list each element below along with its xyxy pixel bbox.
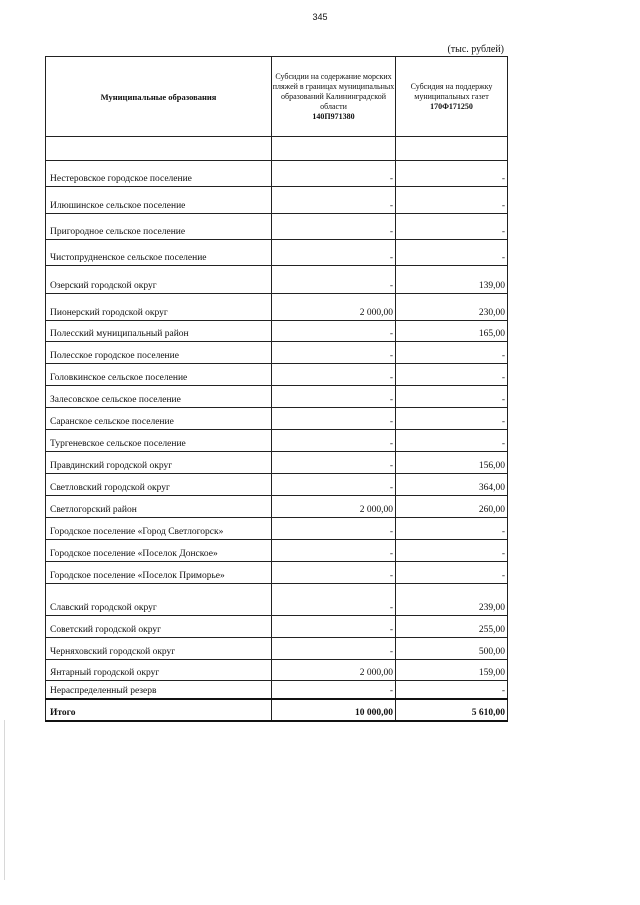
row-beach-value: 2 000,00 bbox=[272, 496, 396, 518]
table-row bbox=[46, 214, 508, 240]
row-newspaper-value: 255,00 bbox=[396, 616, 508, 638]
header-newspaper-subsidy-text: Субсидия на поддержку муниципальных газет bbox=[410, 81, 493, 101]
table-row bbox=[46, 321, 508, 342]
table-row bbox=[46, 584, 508, 616]
row-beach-value: - bbox=[272, 214, 396, 240]
row-beach-value: - bbox=[272, 681, 396, 699]
row-newspaper-value: - bbox=[396, 540, 508, 562]
row-beach-value: - bbox=[272, 342, 396, 364]
row-newspaper-value: - bbox=[396, 408, 508, 430]
row-name: Чистопрудненское сельское поселение bbox=[46, 240, 272, 266]
row-newspaper-value: - bbox=[396, 161, 508, 187]
table-row bbox=[46, 452, 508, 474]
row-newspaper-value: 159,00 bbox=[396, 660, 508, 681]
row-newspaper-value: - bbox=[396, 240, 508, 266]
total-beach-value: 10 000,00 bbox=[272, 699, 396, 721]
table-row bbox=[46, 294, 508, 321]
row-newspaper-value: - bbox=[396, 214, 508, 240]
row-newspaper-value: - bbox=[396, 364, 508, 386]
row-newspaper-value: - bbox=[396, 518, 508, 540]
header-municipalities: Муниципальные образования bbox=[46, 57, 272, 137]
table-body bbox=[46, 137, 508, 721]
units-label: (тыс. рублей) bbox=[447, 44, 504, 55]
row-newspaper-value: - bbox=[396, 562, 508, 584]
row-beach-value: - bbox=[272, 584, 396, 616]
row-beach-value: - bbox=[272, 540, 396, 562]
table-row bbox=[46, 386, 508, 408]
row-name: Светловский городской округ bbox=[46, 474, 272, 496]
table-row bbox=[46, 496, 508, 518]
row-beach-value: - bbox=[272, 474, 396, 496]
row-name: Пригородное сельское поселение bbox=[46, 214, 272, 240]
row-name: Саранское сельское поселение bbox=[46, 408, 272, 430]
row-beach-value: - bbox=[272, 266, 396, 294]
row-newspaper-value: 500,00 bbox=[396, 638, 508, 660]
table-row bbox=[46, 616, 508, 638]
header-newspaper-subsidy-code: 170Ф171250 bbox=[430, 101, 473, 111]
table-row bbox=[46, 430, 508, 452]
row-name: Городское поселение «Поселок Донское» bbox=[46, 540, 272, 562]
row-newspaper-value: 239,00 bbox=[396, 584, 508, 616]
row-beach-value: - bbox=[272, 240, 396, 266]
row-beach-value: - bbox=[272, 616, 396, 638]
table-row bbox=[46, 660, 508, 681]
row-name: Озерский городской округ bbox=[46, 266, 272, 294]
row-beach-value: 2 000,00 bbox=[272, 294, 396, 321]
table-row bbox=[46, 187, 508, 214]
spacer-row bbox=[46, 137, 508, 161]
row-name: Советский городской округ bbox=[46, 616, 272, 638]
row-beach-value: - bbox=[272, 518, 396, 540]
total-row bbox=[46, 699, 508, 721]
row-name: Полесское городское поселение bbox=[46, 342, 272, 364]
header-beach-subsidy-text: Субсидии на содержание морских пляжей в границах муниципальных образований Калининградской области bbox=[272, 71, 395, 111]
table-header-row bbox=[46, 57, 508, 137]
row-name: Черняховский городской округ bbox=[46, 638, 272, 660]
row-newspaper-value: 139,00 bbox=[396, 266, 508, 294]
row-name: Илюшинское сельское поселение bbox=[46, 187, 272, 214]
row-newspaper-value: 364,00 bbox=[396, 474, 508, 496]
total-newspaper-value: 5 610,00 bbox=[396, 699, 508, 721]
page-number: 345 bbox=[312, 12, 328, 22]
row-newspaper-value: 260,00 bbox=[396, 496, 508, 518]
row-beach-value: - bbox=[272, 187, 396, 214]
table-row bbox=[46, 342, 508, 364]
row-name: Залесовское сельское поселение bbox=[46, 386, 272, 408]
row-name: Нераспределенный резерв bbox=[46, 681, 272, 699]
row-name: Головкинское сельское поселение bbox=[46, 364, 272, 386]
row-newspaper-value: - bbox=[396, 386, 508, 408]
row-beach-value: 2 000,00 bbox=[272, 660, 396, 681]
table-row bbox=[46, 540, 508, 562]
table-row bbox=[46, 364, 508, 386]
row-beach-value: - bbox=[272, 364, 396, 386]
total-label: Итого bbox=[46, 699, 272, 721]
row-beach-value: - bbox=[272, 562, 396, 584]
row-beach-value: - bbox=[272, 638, 396, 660]
row-name: Полесский муниципальный район bbox=[46, 321, 272, 342]
header-newspaper-subsidy bbox=[396, 57, 508, 137]
row-newspaper-value: 165,00 bbox=[396, 321, 508, 342]
row-beach-value: - bbox=[272, 408, 396, 430]
table-row bbox=[46, 161, 508, 187]
row-beach-value: - bbox=[272, 161, 396, 187]
table-row bbox=[46, 266, 508, 294]
row-name: Нестеровское городское поселение bbox=[46, 161, 272, 187]
row-name: Славский городской округ bbox=[46, 584, 272, 616]
row-beach-value: - bbox=[272, 386, 396, 408]
table-row bbox=[46, 240, 508, 266]
row-name: Пионерский городской округ bbox=[46, 294, 272, 321]
header-beach-subsidy bbox=[272, 57, 396, 137]
row-name: Тургеневское сельское поселение bbox=[46, 430, 272, 452]
row-newspaper-value: 230,00 bbox=[396, 294, 508, 321]
table-row bbox=[46, 638, 508, 660]
row-newspaper-value: 156,00 bbox=[396, 452, 508, 474]
table-row bbox=[46, 408, 508, 430]
table-row bbox=[46, 562, 508, 584]
subsidy-table bbox=[45, 56, 508, 722]
row-name: Светлогорский район bbox=[46, 496, 272, 518]
header-beach-subsidy-code: 140П971380 bbox=[312, 111, 355, 121]
row-newspaper-value: - bbox=[396, 430, 508, 452]
row-name: Городское поселение «Город Светлогорск» bbox=[46, 518, 272, 540]
row-newspaper-value: - bbox=[396, 681, 508, 699]
row-name: Янтарный городской округ bbox=[46, 660, 272, 681]
row-newspaper-value: - bbox=[396, 187, 508, 214]
row-beach-value: - bbox=[272, 430, 396, 452]
scan-margin-line bbox=[4, 720, 5, 880]
row-name: Городское поселение «Поселок Приморье» bbox=[46, 562, 272, 584]
table-row bbox=[46, 474, 508, 496]
row-beach-value: - bbox=[272, 321, 396, 342]
row-beach-value: - bbox=[272, 452, 396, 474]
row-newspaper-value: - bbox=[396, 342, 508, 364]
table-row bbox=[46, 681, 508, 699]
row-name: Правдинский городской округ bbox=[46, 452, 272, 474]
table-row bbox=[46, 518, 508, 540]
